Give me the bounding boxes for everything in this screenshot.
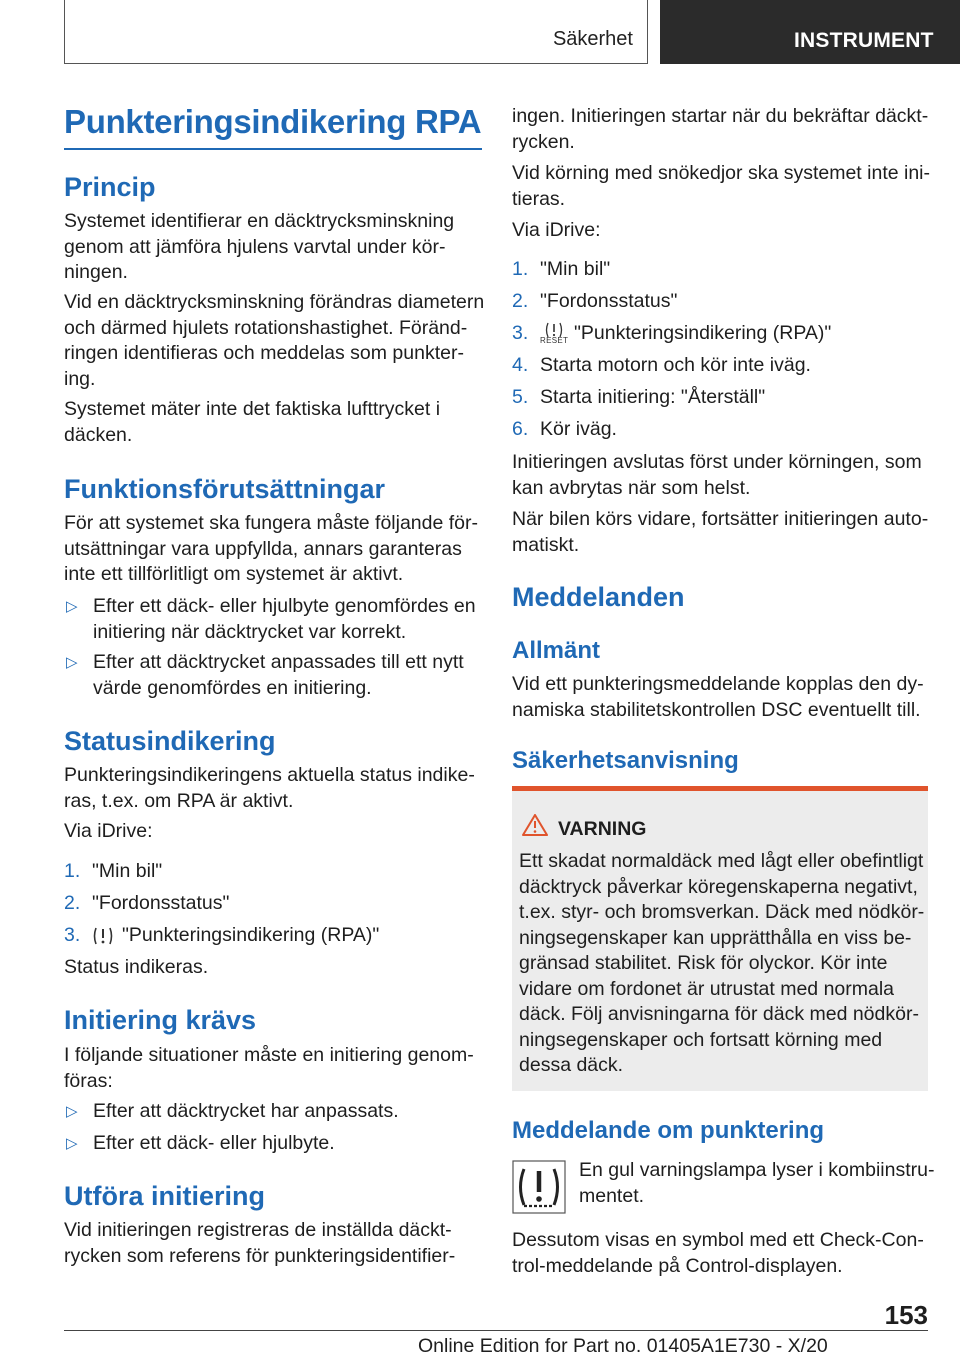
heading-funktionsforutsattningar: Funktionsförutsättningar <box>64 474 385 504</box>
heading-allmant: Allmänt <box>512 637 601 664</box>
warning-title: VARNING <box>558 818 647 840</box>
status-result: Status indikeras. <box>64 956 209 978</box>
paragraph-after-init-1: Initieringen avslutas först under körningen, som kan avbrytas när som helst. <box>512 451 922 499</box>
paragraph-princip-2: Vid en däcktrycksminskning förändras diametern och därmed hjulets rotationshastighet. Föränd- ringen identifieras och meddelas som punkter- ing. <box>64 291 485 390</box>
page-number: 153 <box>884 1300 928 1330</box>
paragraph-funk: För att systemet ska fungera måste följande för- utsättningar vara uppfyllda, annars garanteras inte ett tillförlitligt om systemet är aktivt. <box>64 512 479 585</box>
paragraph-init: I följande situationer måste en initiering genom- föras: <box>64 1044 474 1092</box>
paragraph-status: Punkteringsindikeringens aktuella status indike- ras, t.ex. om RPA är aktivt. <box>64 764 475 812</box>
paragraph-allmant: Vid ett punkteringsmeddelande kopplas den dy- namiska stabilitetskontrollen DSC eventuellt till. <box>512 673 924 721</box>
triangle-bullet-icon: ▷ <box>66 1103 78 1120</box>
heading-initiering-kravs: Initiering krävs <box>64 1005 257 1035</box>
via-idrive-label: Via iDrive: <box>64 820 153 842</box>
paragraph-after-init-2: När bilen körs vidare, fortsätter initieringen auto- matiskt. <box>512 508 929 556</box>
heading-meddelanden: Meddelanden <box>512 582 685 612</box>
footer-rule <box>64 1330 928 1331</box>
section-tab-label: Säkerhet <box>552 28 633 50</box>
active-tab-label: INSTRUMENT <box>794 29 934 52</box>
via-idrive-label: Via iDrive: <box>512 219 601 241</box>
paragraph-snokedjor: Vid körning med snökedjor ska systemet inte ini- tieras. <box>512 162 931 210</box>
triangle-bullet-icon: ▷ <box>66 654 78 671</box>
active-tab[interactable] <box>660 0 960 64</box>
section-tab[interactable] <box>64 0 648 64</box>
triangle-bullet-icon: ▷ <box>66 1135 78 1152</box>
paragraph-princip-3: Systemet mäter inte det faktiska lufttrycket i däcken. <box>64 398 441 446</box>
footer-edition: Online Edition for Part no. 01405A1E730 - X/20 <box>418 1335 828 1357</box>
page-title: Punkteringsindikering RPA <box>64 103 482 140</box>
heading-meddelande-om-punktering: Meddelande om punktering <box>512 1117 825 1144</box>
warning-text: Ett skadat normaldäck med lågt eller obefintligt däcktryck påverkar köregenskaperna negativt, t.ex. styr- och bromsverkan. Däck med nödkör- ningsegenskaper kan upprätthålla en viss be- gränsad stabilitet. Risk för olyckor. Kör inte vidare om fordonet är utrustat med normala däck. Följ anvisningarna för däck med nödkör- ningsegenskaper och fortsatt körning med dessa däck. <box>519 850 925 1076</box>
heading-utfora-initiering: Utföra initiering <box>64 1181 265 1211</box>
title-rule <box>64 148 482 150</box>
rpa-reset-icon: RESET <box>540 322 568 346</box>
paragraph-continued: ingen. Initieringen startar när du bekräftar däckt- rycken. <box>512 105 929 153</box>
warning-box <box>512 786 928 1091</box>
tire-pressure-warning-icon <box>512 1160 566 1214</box>
tire-pressure-icon <box>92 925 114 947</box>
heading-princip: Princip <box>64 172 156 202</box>
heading-sakerhetsanvisning: Säkerhetsanvisning <box>512 747 739 774</box>
heading-statusindikering: Statusindikering <box>64 726 276 756</box>
paragraph-punktering: En gul varningslampa lyser i kombiinstru- mentet. <box>579 1159 935 1207</box>
paragraph-princip-1: Systemet identifierar en däcktrycksminskning genom att jämföra hjulens varvtal under kör- ningen. <box>64 210 455 283</box>
warning-triangle-icon <box>522 814 548 836</box>
paragraph-dessutom: Dessutom visas en symbol med ett Check-Con- trol-meddelande på Control-displayen. <box>512 1229 924 1277</box>
triangle-bullet-icon: ▷ <box>66 598 78 615</box>
paragraph-utfora: Vid initieringen registreras de inställda däckt- rycken som referens för punkteringsidentifier- <box>64 1219 456 1267</box>
